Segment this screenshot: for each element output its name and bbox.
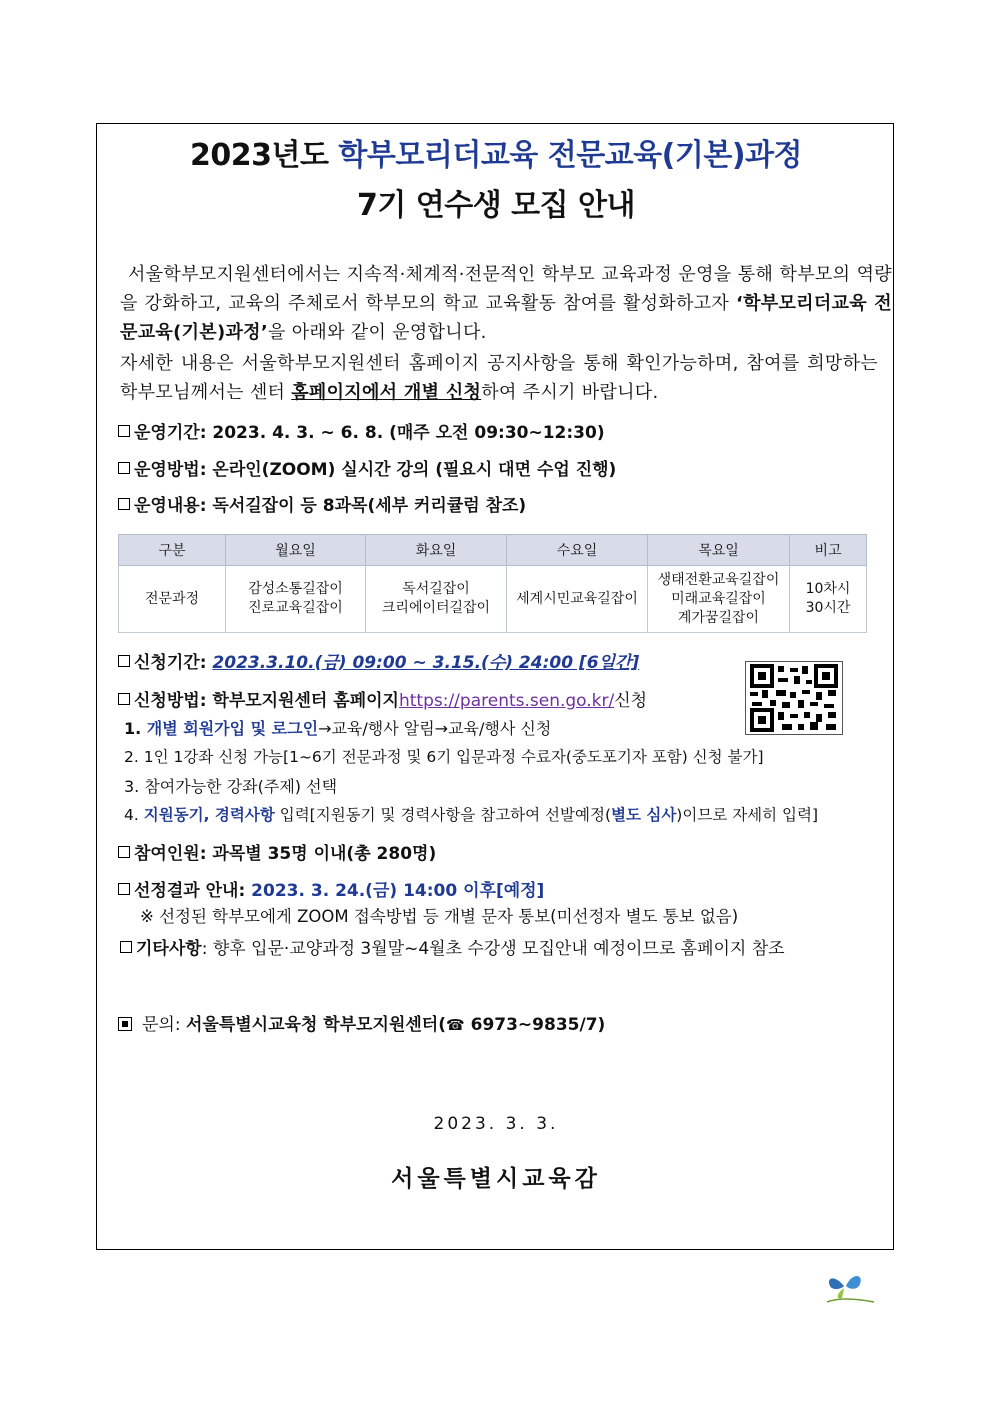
intro-p1-text: 서울학부모지원센터에서는 지속적·체계적·전문적인 학부모 교육과정 운영을 통해 학부모의 역량을 강화하고, 교육의 주체로서 학부모의 학교 교육활동 참여를 활성화하고자 xyxy=(120,264,892,314)
step-number: 1. xyxy=(124,719,147,738)
intro-p2-end: 하여 주시기 바랍니다. xyxy=(481,382,659,403)
table-row xyxy=(119,566,867,633)
step-4-highlight-2: 별도 심사 xyxy=(611,806,677,824)
phone-icon: ☎ xyxy=(446,1016,465,1034)
intro-p1-bold: ‘학부모리더교육 전문교육(기본)과정’ xyxy=(120,293,892,343)
homepage-link[interactable]: https://parents.sen.go.kr/ xyxy=(398,691,615,711)
document-date: 2023. 3. 3. xyxy=(433,1114,559,1134)
item-period xyxy=(118,418,605,443)
step-1-rest: →교육/행사 알림→교육/행사 신청 xyxy=(318,719,552,738)
checkbox-icon xyxy=(120,941,132,953)
course-name: 계가꿈길잡이 xyxy=(677,609,760,626)
checkbox-icon xyxy=(118,693,130,705)
step-4-end: )이므로 자세히 입력] xyxy=(676,806,819,824)
checkbox-icon xyxy=(118,498,130,510)
etc-text: : 향후 입문·교양과정 3월말~4월초 수강생 모집안내 예정이므로 홈페이지 참조 xyxy=(201,939,785,959)
step-3: 3. 참여가능한 강좌(주제) 선택 xyxy=(124,777,338,796)
step-4-mid: 입력[지원동기 및 경력사항을 참고하여 선발예정( xyxy=(274,806,611,824)
content-text: 운영내용: 독서길잡이 등 8과목(세부 커리큘럼 참조) xyxy=(134,496,527,516)
item-method xyxy=(118,455,616,480)
contact-label: 문의: xyxy=(142,1015,186,1035)
step-1-highlight: 개별 회원가입 및 로그인 xyxy=(146,719,319,738)
step-2: 2. 1인 1강좌 신청 가능[1~6기 전문과정 및 6기 입문과정 수료자(중도포기자 포함) 신청 불가] xyxy=(124,748,764,766)
step-4 xyxy=(124,803,818,825)
apply-method-label: 신청방법: 학부모지원센터 홈페이지 xyxy=(134,691,399,711)
title-highlight: 학부모리더교육 전문교육(기본)과정 xyxy=(338,138,802,173)
result-note: ※ 선정된 학부모에게 ZOOM 접속방법 등 개별 문자 통보(미선정자 별도 통보 없음) xyxy=(140,907,739,926)
title-prefix: 2023년도 xyxy=(190,138,329,173)
intro-paragraph-1 xyxy=(120,260,892,347)
table-cell: 세계시민교육길잡이 xyxy=(507,566,648,633)
item-apply-period xyxy=(118,648,639,673)
signature: 서울특별시교육감 xyxy=(391,1166,601,1192)
etc-label: 기타사항 xyxy=(136,939,202,959)
table-header-cell: 목요일 xyxy=(648,535,790,566)
checkbox-icon xyxy=(118,425,130,437)
period-text: 운영기간: 2023. 4. 3. ~ 6. 8. (매주 오전 09:30~12:30) xyxy=(134,423,605,443)
title-line1 xyxy=(0,130,992,174)
course-name: 독서길잡이 xyxy=(402,581,470,597)
table-cell: 전문과정 xyxy=(119,566,226,633)
course-name: 감성소통길잡이 xyxy=(248,581,343,597)
square-bullet-icon xyxy=(118,1017,132,1031)
title-line2: 7기 연수생 모집 안내 xyxy=(356,188,636,223)
table-header-cell: 화요일 xyxy=(366,535,507,566)
course-name: 생태전환교육길잡이 xyxy=(657,571,780,588)
result-value: 2023. 3. 24.(금) 14:00 이후[예정] xyxy=(251,881,545,901)
table-cell xyxy=(366,566,507,633)
participants-text: 참여인원: 과목별 35명 이내(총 280명) xyxy=(134,844,437,864)
step-1 xyxy=(124,716,551,739)
table-cell xyxy=(790,566,867,633)
intro-p2-text: 자세한 내용은 서울학부모지원센터 홈페이지 공지사항을 통해 확인가능하며, 참여를 희망하는 학부모님께서는 센터 xyxy=(120,353,878,403)
intro-paragraph-2 xyxy=(120,349,878,407)
item-participants xyxy=(118,839,436,864)
note-text: 30시간 xyxy=(805,600,851,616)
apply-period-value: 2023.3.10.(금) 09:00 ~ 3.15.(수) 24:00 [6일간] xyxy=(212,653,640,673)
intro-p2-bold: 홈페이지에서 개별 신청 xyxy=(291,382,482,403)
checkbox-icon xyxy=(118,462,130,474)
course-name: 진로교육길잡이 xyxy=(248,600,343,616)
table-cell xyxy=(226,566,366,633)
curriculum-table xyxy=(118,534,867,633)
contact-phone: 6973~9835/7) xyxy=(464,1015,606,1035)
step-4-highlight: 지원동기, 경력사항 xyxy=(143,806,275,824)
table-header-cell: 월요일 xyxy=(226,535,366,566)
contact-line xyxy=(118,1010,605,1035)
method-text: 운영방법: 온라인(ZOOM) 실시간 강의 (필요시 대면 수업 진행) xyxy=(134,460,617,480)
intro-p1-end: 을 아래와 같이 운영합니다. xyxy=(268,322,487,343)
checkbox-icon xyxy=(118,655,130,667)
item-apply-method xyxy=(118,686,647,711)
apply-period-label: 신청기간: xyxy=(134,653,213,673)
item-content xyxy=(118,491,526,516)
table-header-cell: 구분 xyxy=(119,535,226,566)
course-name: 미래교육길잡이 xyxy=(671,590,766,607)
butterfly-logo-icon xyxy=(822,1272,880,1306)
note-text: 10차시 xyxy=(805,581,851,597)
result-label: 선정결과 안내: xyxy=(134,881,252,901)
table-header-row xyxy=(119,535,867,566)
course-name: 크리에이터길잡이 xyxy=(381,600,491,616)
table-cell xyxy=(648,566,790,633)
item-result xyxy=(118,876,544,901)
checkbox-icon xyxy=(118,846,130,858)
contact-org: 서울특별시교육청 학부모지원센터( xyxy=(185,1015,447,1035)
qr-code-icon xyxy=(745,661,843,735)
apply-method-suffix: 신청 xyxy=(614,691,648,711)
checkbox-icon xyxy=(118,883,130,895)
item-etc xyxy=(120,934,785,959)
table-header-cell: 수요일 xyxy=(507,535,648,566)
step-number: 4. xyxy=(124,806,144,824)
table-header-cell: 비고 xyxy=(790,535,867,566)
